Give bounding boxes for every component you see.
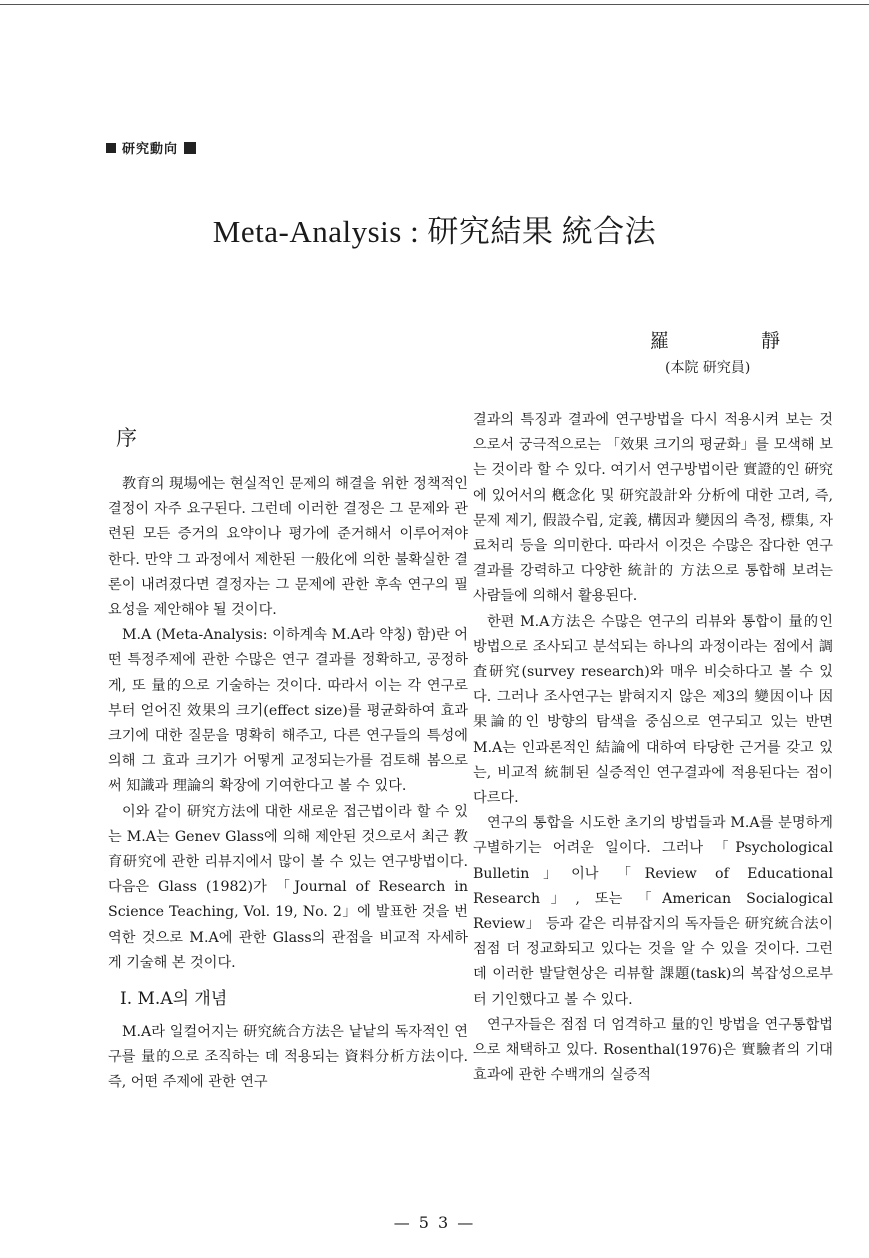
left-column <box>108 408 468 1096</box>
square-bullet-icon <box>106 143 116 153</box>
paragraph: 한편 M.A方法은 수많은 연구의 리뷰와 통합이 量的인 방법으로 조사되고 분석되는 하나의 과정이라는 점에서 調査研究(survey research)와 매우 비슷하다고 볼 수 있다. 그러나 조사연구는 밝혀지지 않은 제3의 變因이나 因果論的인 방향의 탐색을 중심으로 연구되고 있는 반면 M.A는 인과론적인 結論에 대하여 타당한 근거를 갖고 있는, 비교적 統制된 실증적인 연구결과에 적용된다는 점이 다르다. <box>473 613 833 807</box>
author-name <box>650 326 780 353</box>
section-tag <box>106 138 196 157</box>
author-affiliation: (本院 研究員) <box>665 360 751 376</box>
paragraph: 이와 같이 研究方法에 대한 새로운 접근법이라 할 수 있는 M.A는 Genev Glass에 의해 제안된 것으로서 최근 教育研究에 관한 리뷰지에서 많이 볼 수 있는 연구방법이다. 다음은 Glass (1982)가 「Journal of Research in Science Teaching, Vol. 19, No. 2」에 발표한 것을 번역한 것으로 M.A에 관한 Glass의 관점을 비교적 자세하게 기술해 본 것이다. <box>108 803 468 971</box>
paragraph: M.A (Meta-Analysis: 이하계속 M.A라 약칭) 함)란 어떤 특정주제에 관한 수많은 연구 결과를 정확하고, 공정하게, 또 量的으로 기술하는 것이다. 따라서 이는 각 연구로부터 얻어진 效果의 크기(effect size)를 평균화하여 효과 크기에 대한 질문을 명확히 해주고, 다른 연구들의 특성에 의해 그 효과 크기가 어떻게 교정되는가를 검토해 봄으로써 知識과 理論의 확장에 기여한다고 볼 수 있다. <box>108 627 468 795</box>
paragraph: 결과의 특징과 결과에 연구방법을 다시 적용시켜 보는 것으로서 궁극적으로는 「效果 크기의 평균화」를 모색해 보는 것이라 할 수 있다. 여기서 연구방법이란 實證的인 硏究에 있어서의 槪念化 및 研究設計와 分析에 대한 고려, 즉, 문제 제기, 假設수립, 定義, 構因과 變因의 측정, 標集, 자료처리 등을 의미한다. 따라서 이것은 수많은 잡다한 연구결과를 강력하고 다양한 統計的 方法으로 통합해 보려는 사람들에 의해서 활용된다. <box>473 412 833 605</box>
top-rule <box>0 4 869 5</box>
author-name-second: 靜 <box>760 330 780 352</box>
square-bullet-icon <box>184 142 196 154</box>
section-heading: Ⅰ. M.A의 개념 <box>120 989 228 1010</box>
paragraph: 教育의 現場에는 현실적인 문제의 해결을 위한 정책적인 결정이 자주 요구된다. 그런데 이러한 결정은 그 문제와 관련된 모든 증거의 요약이나 평가에 준거해서 이루어져야 한다. 만약 그 과정에서 제한된 一般化에 의한 불확실한 결론이 내려졌다면 결정자는 그 문제에 관한 후속 연구의 필요성을 제안해야 될 것이다. <box>108 476 468 619</box>
author-name-first: 羅 <box>650 330 670 352</box>
preface-heading: 序 <box>116 426 137 450</box>
article-title: Meta-Analysis : 研究結果 統合法 <box>212 214 657 249</box>
right-column <box>473 408 833 1088</box>
paragraph: M.A라 일컬어지는 研究統合方法은 낱낱의 독자적인 연구를 量的으로 조직하는 데 적용되는 資料分析方法이다. 즉, 어떤 주제에 관한 연구 <box>108 1024 468 1091</box>
page-number: — 5 3 — <box>393 1213 476 1232</box>
section-tag-label: 研究動向 <box>122 142 179 157</box>
paragraph: 연구의 통합을 시도한 초기의 방법들과 M.A를 분명하게 구별하기는 어려운 일이다. 그러나 「Psychological Bulletin」이나 「Review of Educational Research」, 또는 「American Socialogical Review」 등과 같은 리뷰잡지의 독자들은 研究統合法이 점점 더 정교화되고 있다는 것을 알 수 있을 것이다. 그런데 이러한 발달현상은 리뷰할 課題(task)의 복잡성으로부터 기인했다고 볼 수 있다. <box>473 815 833 1008</box>
paragraph: 연구자들은 점점 더 엄격하고 量的인 방법을 연구통합법으로 채택하고 있다. Rosenthal(1976)은 實驗者의 기대효과에 관한 수백개의 실증적 <box>473 1016 833 1084</box>
